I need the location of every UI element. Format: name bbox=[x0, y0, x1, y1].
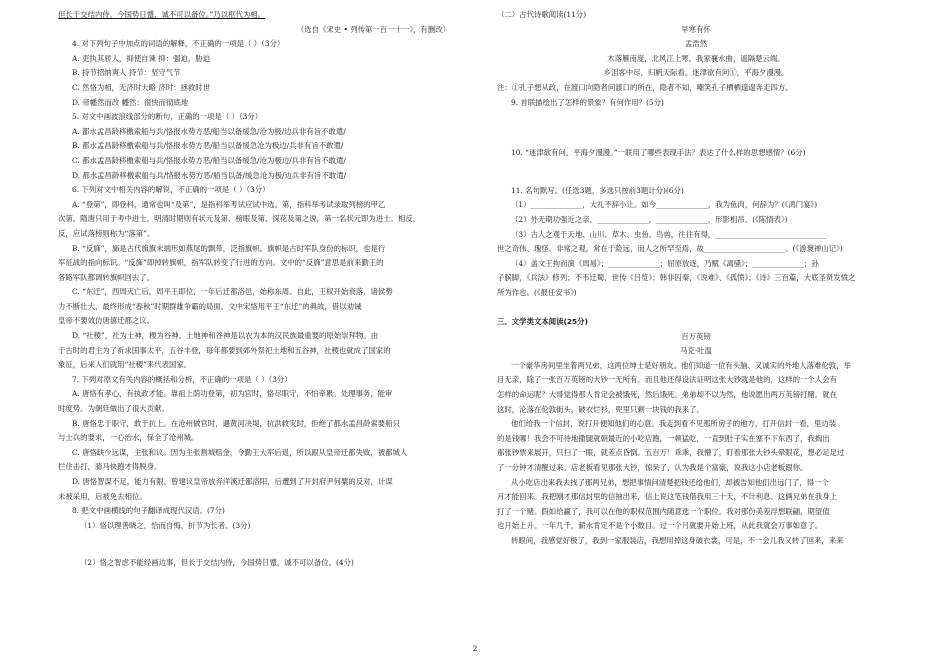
left-line: 时度势。为朝廷做出了很大贡献。 bbox=[58, 404, 169, 414]
right-line: 怎样的命运呢？大哥觉得那人肯定会被饿死，然后饿死。弟弟却不以为然，他说愿出两万英镑打赌。就在 bbox=[497, 390, 837, 400]
right-line: 世之奇伟、瑰怪、非常之观，常在于险远，而人之所罕至焉，故______________________。(《游褒禅山记》) bbox=[497, 244, 843, 254]
right-line: 那张钞票来展开，只扫了一眼，就差点昏倒。五百万！乖乖，我懵了，盯着那张大钞头晕眼花，想必足足过 bbox=[497, 448, 845, 458]
right-line: 10. “迷津欲有问，平海夕漫漫。”一联用了哪些表现手法？表达了什么样的思想感情？(6分) bbox=[511, 148, 806, 158]
left-line: 6. 下列对文中相关内容的解说，不正确的一项是（ ）（3分） bbox=[72, 185, 270, 195]
page-number: 2 bbox=[472, 644, 478, 653]
left-line: D. “社稷”，社为土神，稷为谷神。土地神和谷神是以农为本的汉民族最重要的原始崇拜物。由 bbox=[72, 331, 379, 341]
left-line: 于古时的君主为了祈求国事太平，五谷丰登，每年都要到郊外祭祀土地和五谷神，社稷也就成了国家的 bbox=[58, 345, 391, 355]
right-line: 百万英镑 bbox=[681, 331, 711, 341]
left-line: 象征，后来人们就用“社稷”来代表国家。 bbox=[58, 360, 192, 370]
right-line: 也开始上升。一年几千，薪水肯定不是个小数目。过一个月就要开始上班，从此我就会万事如意了。 bbox=[497, 521, 823, 531]
left-column bbox=[58, 8, 450, 571]
right-line: （4）盖文王拘而演《周易》；______________；屈原放逐，乃赋《离骚》；______________；孙 bbox=[511, 258, 819, 268]
left-line: B. 都水孟昌龄移檄索船与兵/恪报水势方恶/船当以备缓急沧为极边/兵非有旨不敢遣/ bbox=[72, 141, 344, 151]
left-line: B. 持节招纳爽人 持节：坚守气节 bbox=[72, 68, 181, 78]
right-line: 目无亲，除了一张百万英镑的大钞一无所有。而且他还得设法证明这张大钞就是他的，这样的一个人会有 bbox=[497, 375, 837, 385]
left-line: 拦住击打，骑马快跑才得脱身。 bbox=[58, 462, 162, 472]
left-line: C. “东迁”，西周灭亡后，周平王即位，一年后迁都洛邑，始称东周。自此，王权开始衰落，诸侯势 bbox=[72, 287, 393, 297]
right-line: 马克·吐温 bbox=[680, 346, 712, 356]
right-column bbox=[497, 8, 895, 549]
right-line: 孟浩然 bbox=[684, 39, 708, 49]
right-line: 子膑脚，《兵法》修列；不韦迁蜀，世传《吕览》；韩非囚秦，《说难》、《孤愤》；《诗》三百篇，大底圣贤发愤之 bbox=[497, 273, 856, 283]
left-line: B. 唐恪忠于职守，敢于抗上。在沧州做官时，遇黄河决堤，抗洪救灾时，拒绝了都水孟昌龄索要船只 bbox=[72, 418, 400, 428]
right-line bbox=[497, 110, 895, 146]
right-line: （1）______________，大礼不辞小让。如今______________，我为鱼肉，何辞为？(《鸿门宴》) bbox=[511, 200, 818, 210]
right-line: 所为作也。(《报任安书》) bbox=[497, 287, 577, 297]
left-line: C. 唐恪缺少远谋，主张和议。因为主张割城赔金，令勤王大军后退，所以跟从皇帝迁都失败，被都城人 bbox=[72, 447, 408, 457]
right-line: 一个豪华房间里坐着两兄弟，这两位绅士是好朋友。他们知道一位有头脑、又诚实的外地人落难伦敦，举 bbox=[511, 360, 851, 370]
right-line: 乡泪客中尽，归帆天际看。迷津欲有问①，平海夕漫漫。 bbox=[603, 68, 789, 78]
left-line: 与士兵的要求，一心治水，保全了沧州城。 bbox=[58, 433, 199, 443]
left-line: D. 唐恪智谋不足，能力有限，曾建议皇帝放弃洋溪迁都洛阳，后遭到了开封府尹何粟的反对，计谋 bbox=[72, 477, 393, 486]
right-line: 三、文学类文本阅读(25分) bbox=[497, 317, 588, 327]
right-line bbox=[497, 301, 895, 316]
left-line: （2）恪之智虑不能经画边事，但长于交结内侍，今国势日蹙，诚不可以备位。(4分) bbox=[80, 558, 354, 568]
right-line: 他们给我一个信封，说打开便知他们的心意。我走到看不见那所房子的地方，打开信封一看，里边装 bbox=[511, 419, 837, 429]
left-line: A. “登第”，即登科，通常也叫“及第”，是指科举考试应试中选。第，指科举考试录取列榜的甲乙 bbox=[72, 199, 386, 209]
right-line: 打了一个赌。假如给赢了，我可以在他的职权范围内随意选一个职位。我对那份美差浮想联翩，期望值 bbox=[497, 506, 830, 516]
left-line: 力不断壮大，最终形成“春秋”时期群雄争霸的局面。文中宋恪用平王“东迁”的典故，借以劝诫 bbox=[58, 301, 362, 311]
left-line: 但长于交结内侍，今国势日蹙，诚不可以备位。”乃以枢代为相。 bbox=[58, 10, 266, 19]
left-line: C. 都水孟昌龄移檄索船与兵/恪报水势方恶/船当以备缓急/沧为极边/兵非有旨不敢遣/ bbox=[72, 155, 346, 165]
right-line: （3）古人之观于天地、山川、草木、虫鱼、鸟兽，往往有得，______________________________ bbox=[511, 229, 827, 239]
right-line bbox=[497, 161, 895, 184]
right-line: 了一分钟才清醒过来。店老板看见那张大钞，惊呆了，认为我是个富豪，说我这小店老板跟你。 bbox=[497, 463, 808, 473]
right-line: （二）古代诗歌阅读(11分) bbox=[497, 10, 587, 19]
left-line: A. 都水孟昌龄移檄索船与兵/恪报水势方恶/船当以备缓急/沧为极/边兵非有旨不敢遣/ bbox=[72, 126, 346, 136]
right-line: 这时，沦落在伦敦街头，破衣烂衫，兜里只剩一块钱的我来了。 bbox=[497, 404, 704, 414]
left-line: 未被采用，后被免去相位。 bbox=[58, 491, 147, 501]
left-line: 5. 对文中画波浪线部分的断句，正确的一项是（ ）（3分） bbox=[72, 112, 263, 122]
left-line: （1）恪以理善晓之，恰而自悔，折节为长者。(3分) bbox=[80, 520, 251, 530]
left-line: A. 吏执其骄人，抑使自谏 抑：强迫，胁迫 bbox=[72, 53, 211, 63]
left-line: 反，应试落榜则称为“落第”。 bbox=[58, 228, 155, 238]
right-line: 注：①孔子想从政，在渡口向隐者问渡口的所在，隐者不知，嘲笑孔子栖栖遑遑奔走四方。 bbox=[497, 82, 793, 92]
right-line: 月才能回来。我把刚才那信封里的信抽出来，信上说这笔钱借我用三十天，不计利息。这俩兄弟在我身上 bbox=[497, 492, 837, 502]
left-line: 4. 对下列句子中加点的词语的解释，不正确的一项是（ ）（3分） bbox=[72, 39, 285, 49]
left-line: 军征战的指向标识。“反旆”即掉转旗帜，指军队转变了行进的方向。文中的“反旆”意思是前来勤王的 bbox=[58, 258, 384, 268]
left-line: 各路军队都调转旗帜回去了。 bbox=[58, 272, 155, 282]
left-line: 皇帝不要效仿唐僖迁都之议。 bbox=[58, 316, 155, 326]
left-line: A. 唐恪有孝心，有执政才能。靠祖上荫功登第，初为官时，恪尽职守，不怕牵累。处理事务，能审 bbox=[72, 389, 393, 399]
left-line: 次第。隋唐只用于考中进士，明清时期则有状元及第、榜眼及第、探花及第之说，第一名状元即为进士。相反， bbox=[58, 214, 421, 224]
left-line: C. 然恪为相，无济时大略 济时：拯救时世 bbox=[72, 82, 211, 92]
left-line: （选自《宋史 • 列传第一百一十一》，有删改） bbox=[296, 24, 450, 34]
right-line: 11. 名句默写。(任选3题，多选只按前3题计分)(6分) bbox=[511, 185, 684, 195]
left-line: B. “反旆”，旆是古代旗旗末端形如燕尾的飘带，泛指旗帜。旗帜是古时军队身份的标识，也是行 bbox=[72, 243, 386, 253]
right-line: （2）外无期功强近之亲，______________，______________，形影相吊。(《陈情表》) bbox=[511, 214, 788, 224]
left-line: D. 都水孟昌龄移檄索船与兵/恪报水势方恶/船当以备/缓急沧为极/边兵非有旨不敢遣/ bbox=[72, 170, 347, 180]
left-line: D. 帝幡然而改 幡然：很快而彻底地 bbox=[72, 97, 189, 107]
right-line: 的是钱哪！我会不可待地撒腿就朝最近的小吃店跑，一顿猛吃，一直到肚子实在塞不下东西了，我掏出 bbox=[497, 433, 830, 443]
right-line: 转眼间，我感觉好极了，我到一家服装店，我想用掉这身破衣裳，可是，不一会儿我又转了回来，来来 bbox=[511, 536, 844, 545]
right-line: 从小吃店出来我去找了那两兄弟，想把事情问清楚把钱还给他们，却被告知他们出远门了，得一个 bbox=[511, 477, 829, 487]
left-line: 7. 下列对原文有关内容的概括和分析，不正确的一项是（ ）（3分） bbox=[72, 374, 292, 384]
left-line bbox=[58, 533, 450, 556]
right-line: 9. 首联描绘出了怎样的景象？有何作用？(5分) bbox=[511, 97, 664, 107]
right-line: 早寒有怀 bbox=[681, 24, 711, 34]
right-line: 木落雁南度，北风江上寒。我家襄水曲，遥隔楚云端。 bbox=[607, 53, 785, 63]
left-line: 8. 把文中画横线的句子翻译成现代汉语。(7分) bbox=[72, 506, 225, 516]
